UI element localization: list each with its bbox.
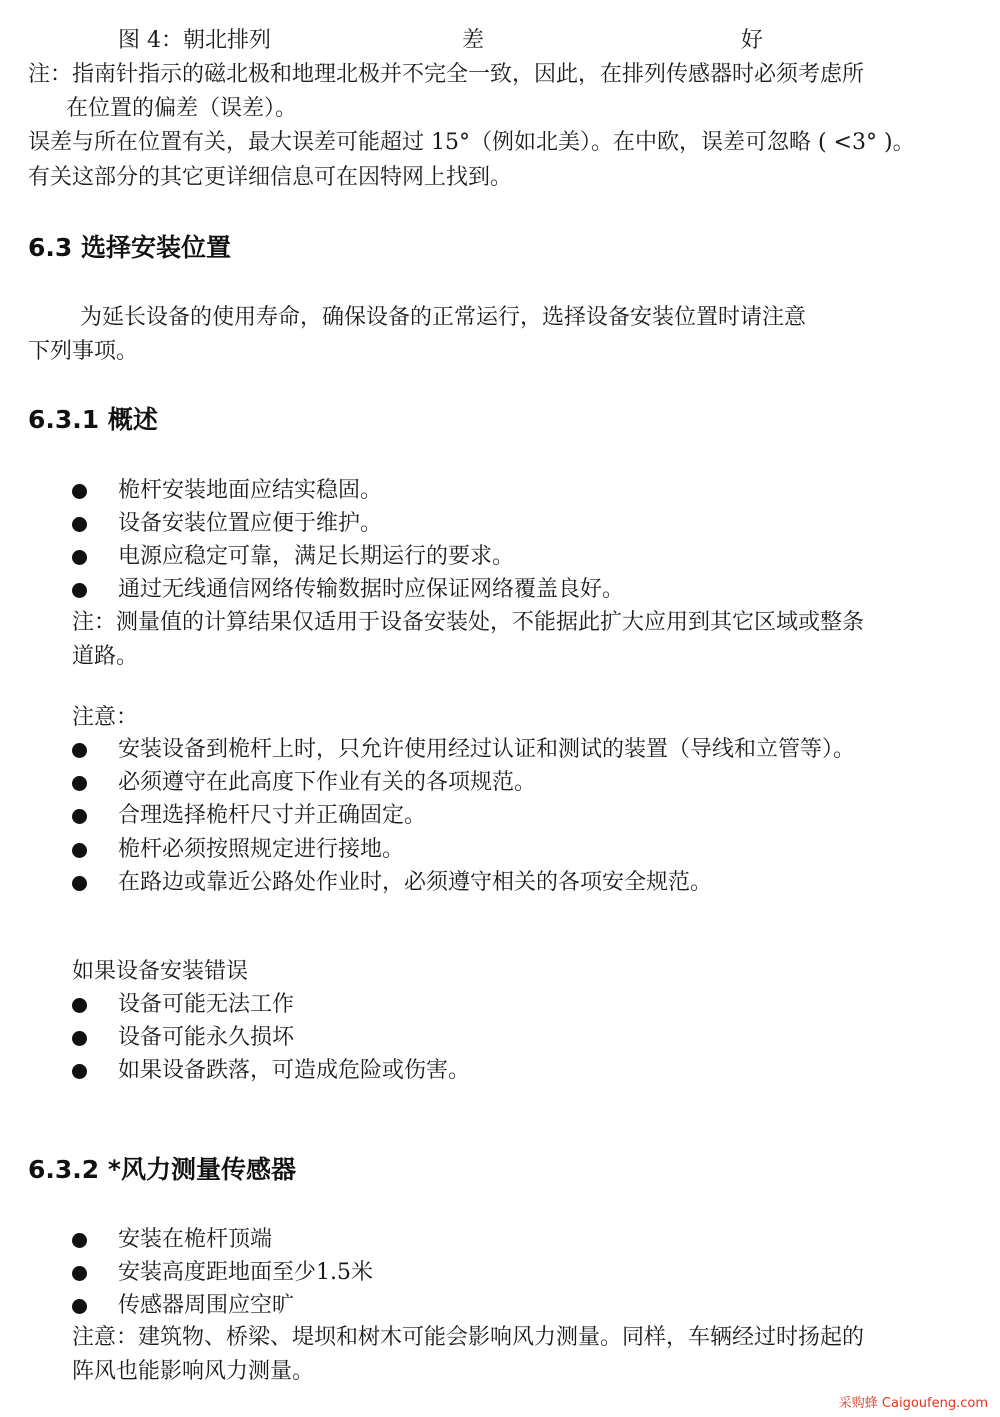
list-item: 安装设备到桅杆上时，只允许使用经过认证和测试的装置（导线和立管等）。: [72, 735, 855, 765]
bullet-icon: [72, 876, 87, 891]
caution-label: 注意：: [72, 705, 139, 730]
section-6-3-intro-line1: 为延长设备的使用寿命，确保设备的正常运行，选择设备安装位置时请注意: [80, 305, 807, 330]
watermark: 采购蜂 Caigoufeng.com: [838, 1396, 988, 1411]
bullet-icon: [72, 1266, 87, 1281]
list-item: 如果设备跌落，可造成危险或伤害。: [72, 1056, 470, 1086]
bullet-icon: [72, 484, 87, 499]
bullet-icon: [72, 550, 87, 565]
section-6-3-2-note-line1: 注意：建筑物、桥梁、堤坝和树木可能会影响风力测量。同样，车辆经过时扬起的: [72, 1325, 865, 1350]
bullet-icon: [72, 776, 87, 791]
list-item: 设备可能永久损坏: [72, 1023, 294, 1053]
section-6-3-2-note-line2: 阵风也能影响风力测量。: [72, 1359, 315, 1384]
bullet-icon: [72, 517, 87, 532]
bullet-icon: [72, 743, 87, 758]
bullet-icon: [72, 1031, 87, 1046]
figure-caption: 图 4：朝北排列: [118, 28, 271, 53]
list-item: 必须遵守在此高度下作业有关的各项规范。: [72, 768, 536, 798]
figure-label-bad: 差: [462, 28, 485, 53]
list-item: 桅杆安装地面应结实稳固。: [72, 476, 382, 506]
section-6-3-intro-line2: 下列事项。: [28, 339, 139, 364]
note-compass-line2: 在位置的偏差（误差）。: [66, 96, 298, 121]
section-6-3-1-note-line1: 注：测量值的计算结果仅适用于设备安装处，不能据此扩大应用到其它区域或整条: [72, 610, 865, 635]
bullet-icon: [72, 1233, 87, 1248]
list-item: 电源应稳定可靠，满足长期运行的要求。: [72, 542, 514, 572]
list-item: 安装在桅杆顶端: [72, 1225, 272, 1255]
section-6-3-1-note-line2: 道路。: [72, 644, 139, 669]
list-item: 传感器周围应空旷: [72, 1291, 294, 1321]
note-compass-line1: 注：指南针指示的磁北极和地理北极并不完全一致，因此，在排列传感器时必须考虑所: [28, 62, 865, 87]
bullet-icon: [72, 998, 87, 1013]
list-item: 桅杆必须按照规定进行接地。: [72, 835, 404, 865]
list-item: 在路边或靠近公路处作业时，必须遵守相关的各项安全规范。: [72, 868, 712, 898]
list-item: 通过无线通信网络传输数据时应保证网络覆盖良好。: [72, 575, 624, 605]
section-6-3-heading: 6.3 选择安装位置: [28, 233, 231, 262]
deviation-paragraph-line1: 误差与所在位置有关，最大误差可能超过 15°（例如北美）。在中欧，误差可忽略 ( <3° )。: [28, 130, 915, 155]
list-item: 设备可能无法工作: [72, 990, 294, 1020]
list-item: 安装高度距地面至少1.5米: [72, 1258, 373, 1288]
list-item: 合理选择桅杆尺寸并正确固定。: [72, 801, 426, 831]
bullet-icon: [72, 809, 87, 824]
deviation-paragraph-line2: 有关这部分的其它更详细信息可在因特网上找到。: [28, 165, 513, 190]
bullet-icon: [72, 1299, 87, 1314]
bullet-icon: [72, 583, 87, 598]
section-6-3-1-heading: 6.3.1 概述: [28, 405, 158, 434]
install-error-label: 如果设备安装错误: [72, 959, 249, 984]
figure-label-good: 好: [741, 28, 764, 53]
bullet-icon: [72, 843, 87, 858]
list-item: 设备安装位置应便于维护。: [72, 509, 382, 539]
section-6-3-2-heading: 6.3.2 *风力测量传感器: [28, 1155, 296, 1184]
bullet-icon: [72, 1064, 87, 1079]
